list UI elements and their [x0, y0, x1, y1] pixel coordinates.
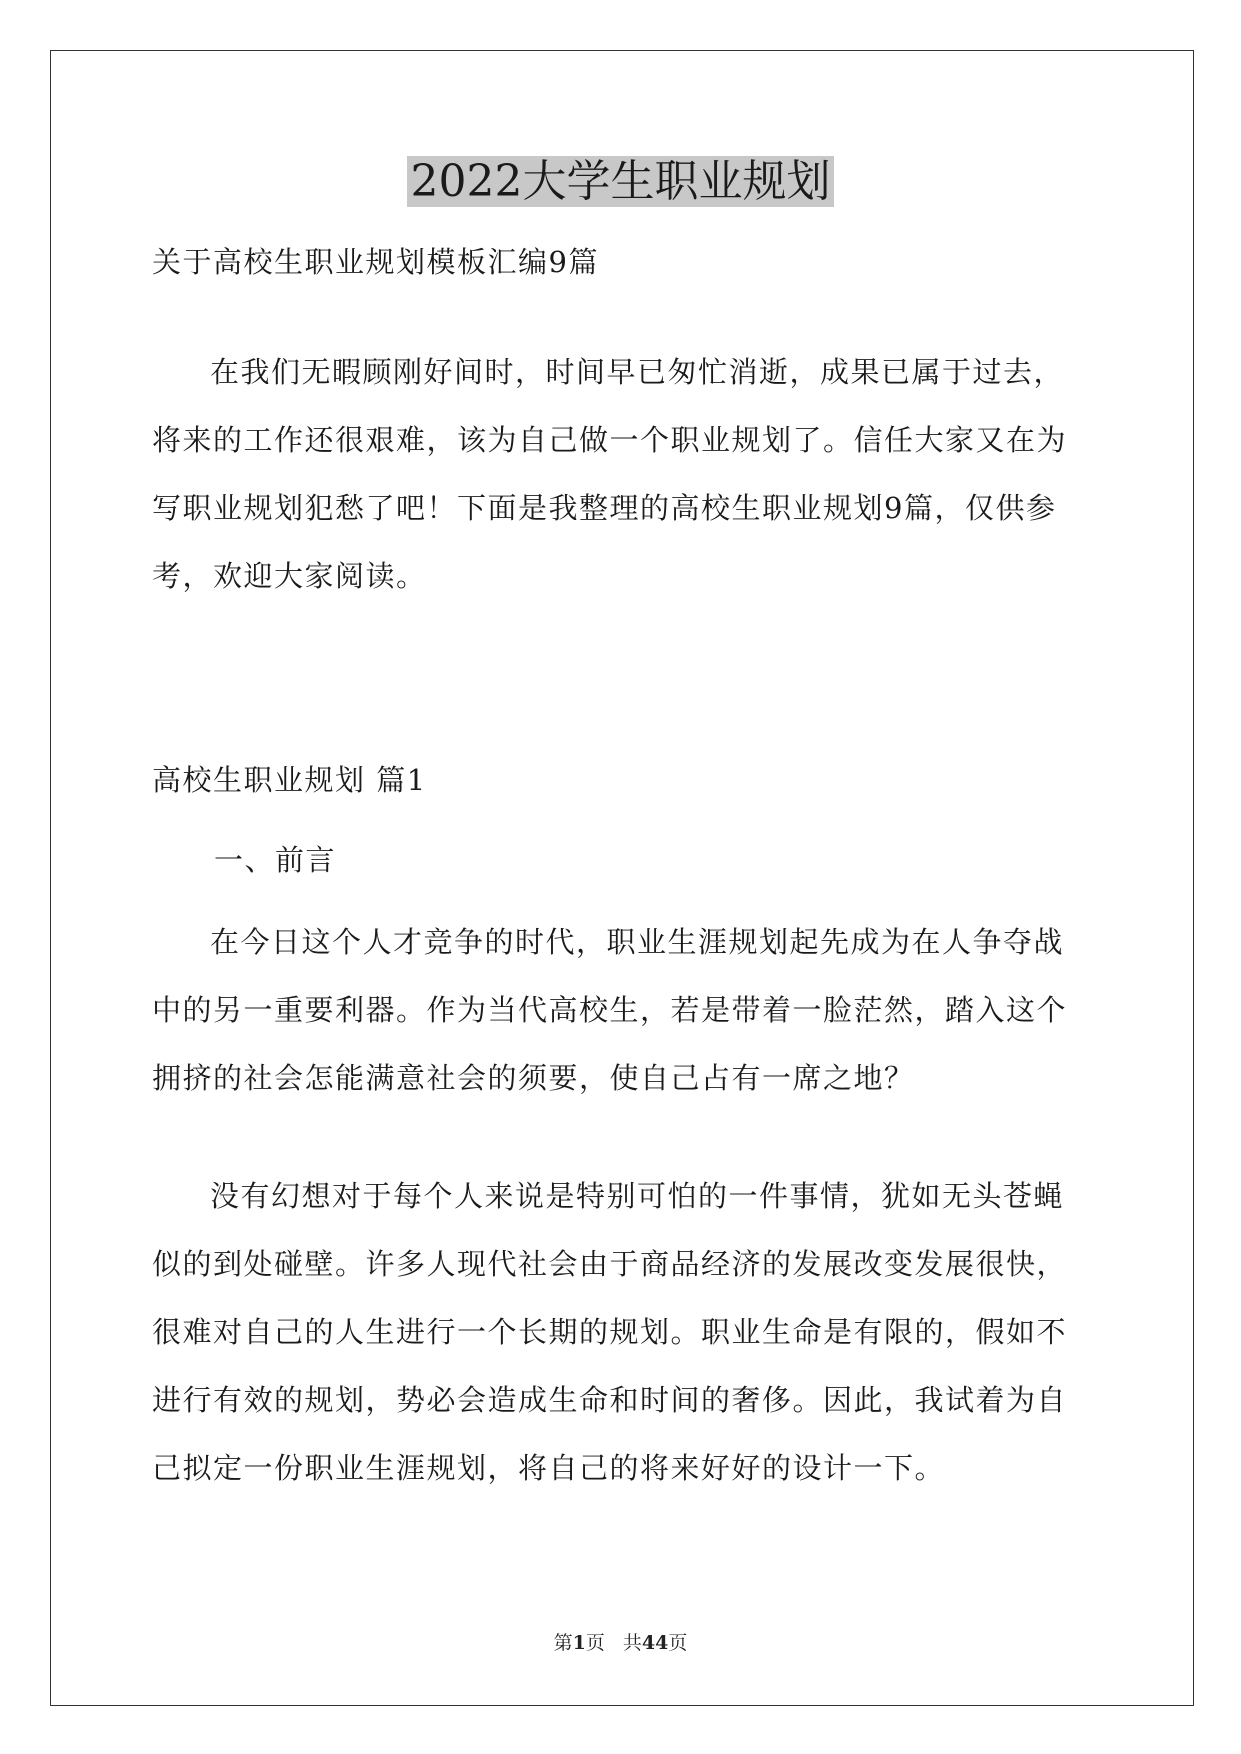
footer-total-prefix: 共 — [622, 1632, 642, 1654]
footer-page-number: 1 — [572, 1632, 586, 1654]
sub-heading: 一、前言 — [214, 843, 337, 877]
body-paragraph-2: 没有幻想对于每个人来说是特别可怕的一件事情，犹如无头苍蝇似的到处碰壁。许多人现代社会由于商品经济的发展改变发展很快，很难对自己的人生进行一个长期的规划。职业生命是有限的，假如不进行有效的规划，势必会造成生命和时间的奢侈。因此，我试着为自己拟定一份职业生涯规划，将自己的将来好好的设计一下。 — [152, 1179, 1068, 1485]
page-footer — [0, 1628, 1241, 1655]
section-heading: 高校生职业规划 篇1 — [152, 763, 427, 797]
document-subtitle: 关于高校生职业规划模板汇编9篇 — [152, 245, 599, 279]
footer-page-prefix: 第 — [553, 1632, 573, 1654]
footer-total-pages: 44 — [641, 1632, 669, 1654]
document-title — [0, 152, 1241, 212]
document-title-text: 2022大学生职业规划 — [407, 156, 835, 207]
intro-paragraph: 在我们无暇顾刚好间时，时间早已匆忙消逝，成果已属于过去，将来的工作还很艰难，该为自己做一个职业规划了。信任大家又在为写职业规划犯愁了吧！下面是我整理的高校生职业规划9篇，仅供参考，欢迎大家阅读。 — [152, 355, 1068, 593]
footer-page-unit: 页 — [585, 1632, 605, 1654]
body-paragraph-1: 在今日这个人才竞争的时代，职业生涯规划起先成为在人争夺战中的另一重要利器。作为当代高校生，若是带着一脸茫然，踏入这个拥挤的社会怎能满意社会的须要，使自己占有一席之地？ — [152, 925, 1068, 1095]
footer-total-unit: 页 — [668, 1632, 688, 1654]
